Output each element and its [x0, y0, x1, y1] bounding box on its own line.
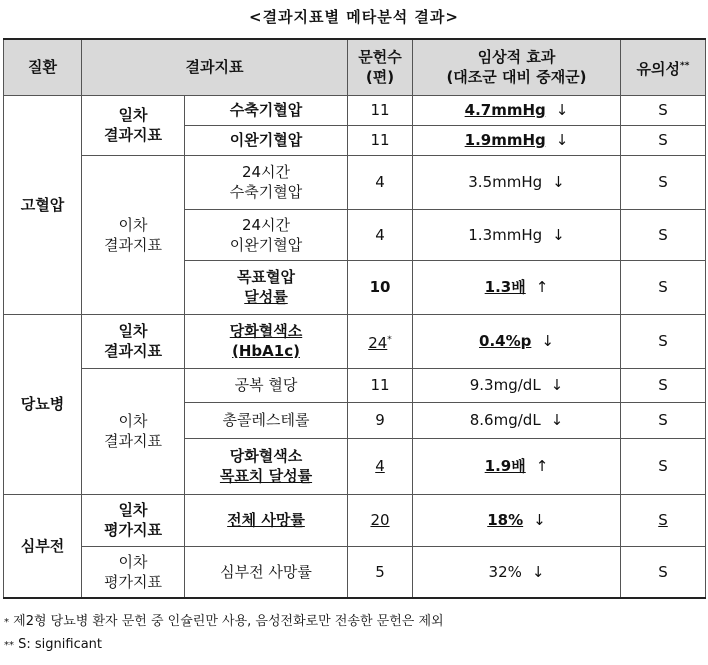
study-count: 11: [348, 368, 413, 402]
significance-value: S: [621, 546, 706, 598]
study-count: 5: [348, 546, 413, 598]
outcome-label: 목표혈압 달성률: [185, 260, 348, 314]
meta-analysis-table: [3, 38, 706, 599]
study-count: 4: [348, 438, 413, 494]
page-title: <결과지표별 메타분석 결과>: [249, 8, 459, 26]
effect-value: 32% ↓: [413, 546, 621, 598]
disease-hypertension: 고혈압: [4, 95, 82, 314]
study-count: 24*: [348, 314, 413, 368]
significance-value: S: [621, 368, 706, 402]
significance-value: S: [621, 155, 706, 209]
group-secondary-eval: 이차 평가지표: [82, 546, 185, 598]
effect-value: 1.9mmHg ↓: [413, 125, 621, 155]
header-outcome: 결과지표: [82, 39, 348, 95]
outcome-label: 당화혈색소 목표치 달성률: [185, 438, 348, 494]
significance-value: S: [621, 95, 706, 125]
effect-value: 3.5mmHg ↓: [413, 155, 621, 209]
outcome-label: 전체 사망률: [185, 494, 348, 546]
header-row: [4, 39, 706, 95]
header-effect: 임상적 효과 (대조군 대비 중재군): [413, 39, 621, 95]
footnotes: [4, 611, 444, 657]
significance-value: S: [621, 438, 706, 494]
disease-diabetes: 당뇨병: [4, 314, 82, 494]
table-row: [4, 494, 706, 546]
table-row: [4, 155, 706, 209]
study-count: 4: [348, 209, 413, 260]
outcome-label: 공복 혈당: [185, 368, 348, 402]
table-row: [4, 314, 706, 368]
significance-value: S: [621, 314, 706, 368]
study-count: 11: [348, 95, 413, 125]
disease-heart-failure: 심부전: [4, 494, 82, 598]
significance-value: S: [621, 125, 706, 155]
study-count: 9: [348, 402, 413, 438]
significance-value: S: [621, 402, 706, 438]
significance-value: S: [621, 209, 706, 260]
outcome-label: 이완기혈압: [185, 125, 348, 155]
effect-value: 0.4%p ↓: [413, 314, 621, 368]
group-primary-eval: 일차 평가지표: [82, 494, 185, 546]
header-count: 문헌수 (편): [348, 39, 413, 95]
outcome-label: 24시간 수축기혈압: [185, 155, 348, 209]
study-count: 20: [348, 494, 413, 546]
outcome-label: 수축기혈압: [185, 95, 348, 125]
significance-value: S: [621, 260, 706, 314]
group-primary-outcome: 일차 결과지표: [82, 314, 185, 368]
table-row: [4, 95, 706, 125]
significance-value: S: [621, 494, 706, 546]
footnote-2: ** S: significant: [4, 637, 103, 652]
outcome-label: 심부전 사망률: [185, 546, 348, 598]
effect-value: 18% ↓: [413, 494, 621, 546]
study-count: 4: [348, 155, 413, 209]
effect-value: 1.3배 ↑: [413, 260, 621, 314]
effect-value: 1.9배 ↑: [413, 438, 621, 494]
study-count: 10: [348, 260, 413, 314]
outcome-label: 당화혈색소 (HbA1c): [185, 314, 348, 368]
effect-value: 8.6mg/dL ↓: [413, 402, 621, 438]
group-secondary-outcome: 이차 결과지표: [82, 368, 185, 494]
group-secondary-outcome: 이차 결과지표: [82, 155, 185, 314]
effect-value: 9.3mg/dL ↓: [413, 368, 621, 402]
study-count: 11: [348, 125, 413, 155]
table-row: [4, 368, 706, 402]
footnote-1: * 제2형 당뇨병 환자 문헌 중 인슐린만 사용, 음성전화로만 전송한 문헌은 제외: [4, 614, 444, 629]
outcome-label: 총콜레스테롤: [185, 402, 348, 438]
outcome-label: 24시간 이완기혈압: [185, 209, 348, 260]
group-primary-outcome: 일차 결과지표: [82, 95, 185, 155]
effect-value: 4.7mmHg ↓: [413, 95, 621, 125]
header-significance: 유의성**: [621, 39, 706, 95]
table-row: [4, 546, 706, 598]
effect-value: 1.3mmHg ↓: [413, 209, 621, 260]
header-disease: 질환: [4, 39, 82, 95]
